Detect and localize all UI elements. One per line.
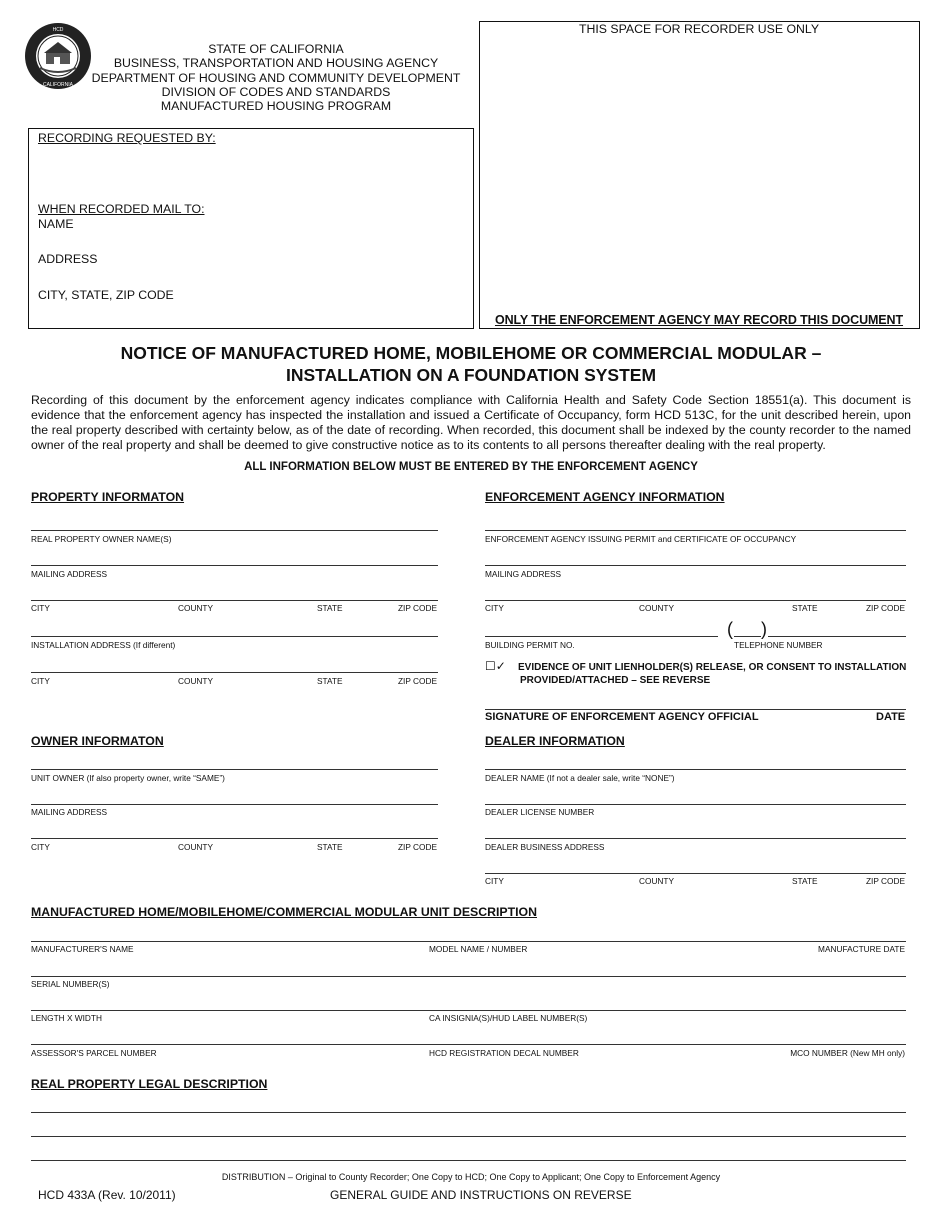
svg-text:CALIFORNIA: CALIFORNIA	[42, 82, 74, 88]
mco-label: MCO NUMBER (New MH only)	[790, 1048, 905, 1058]
length-width-label: LENGTH X WIDTH	[31, 1013, 102, 1023]
enforcement-city-line[interactable]	[485, 600, 906, 601]
enforcement-county-label: COUNTY	[639, 603, 675, 613]
agency-line-bth: BUSINESS, TRANSPORTATION AND HOUSING AGENCY	[113, 56, 439, 71]
enforcement-state-label: STATE	[792, 603, 818, 613]
area-code-line[interactable]	[734, 636, 761, 637]
mail-address-field[interactable]: ADDRESS	[38, 252, 98, 266]
mail-name-field[interactable]: NAME	[38, 217, 74, 231]
intro-paragraph: Recording of this document by the enforcement agency indicates compliance with California Health and Safety Code Section 18551(a). This document is evidence that the enforcement agency has inspected the installation and issued a Certificate of Occupancy, form HCD 513C, for the unit described herein, upon the real property described with certainty below, as of the date of recording. When recorded, this document shall be indexed by the county recorder to the named owner of the real property and shall be deemed to give constructive notice as to its contents to all persons thereafter dealing with the real property.	[31, 393, 911, 452]
recorder-use-box	[479, 21, 920, 329]
evidence-line2: PROVIDED/ATTACHED – SEE REVERSE	[520, 675, 711, 686]
signature-date-label: DATE	[876, 711, 906, 723]
dealer-state-label: STATE	[792, 876, 818, 886]
installation-city-label: CITY	[31, 676, 50, 686]
form-title	[30, 342, 912, 386]
owner-state-label: STATE	[317, 842, 343, 852]
dealer-heading: DEALER INFORMATION	[485, 734, 625, 748]
enforcement-city-label: CITY	[485, 603, 504, 613]
permit-no-line[interactable]	[485, 636, 718, 637]
decal-label: HCD REGISTRATION DECAL NUMBER	[429, 1048, 579, 1058]
mail-city-state-zip-field[interactable]: CITY, STATE, ZIP CODE	[38, 288, 174, 302]
manufacture-date-label: MANUFACTURE DATE	[818, 944, 905, 954]
form-title-line1: NOTICE OF MANUFACTURED HOME, MOBILEHOME OR COMMERCIAL MODULAR –	[120, 343, 822, 363]
dealer-name-line[interactable]	[485, 769, 906, 770]
when-recorded-label: WHEN RECORDED MAIL TO:	[38, 202, 205, 216]
property-state-label: STATE	[317, 603, 343, 613]
serial-label: SERIAL NUMBER(S)	[31, 979, 110, 989]
owner-names-label: REAL PROPERTY OWNER NAME(S)	[31, 534, 172, 544]
recording-requested-label: RECORDING REQUESTED BY:	[38, 131, 216, 145]
signature-label: SIGNATURE OF ENFORCEMENT AGENCY OFFICIAL	[485, 711, 759, 723]
enforcement-agency-label: ENFORCEMENT AGENCY ISSUING PERMIT and CERTIFICATE OF OCCUPANCY	[485, 534, 797, 544]
svg-text:HCD: HCD	[52, 27, 64, 33]
telephone-line[interactable]	[768, 636, 906, 637]
installation-zip-label: ZIP CODE	[397, 676, 437, 686]
property-heading: PROPERTY INFORMATON	[31, 490, 185, 504]
agency-line-state: STATE OF CALIFORNIA	[208, 42, 344, 56]
apn-line[interactable]	[31, 1044, 906, 1045]
insignia-label: CA INSIGNIA(S)/HUD LABEL NUMBER(S)	[429, 1013, 588, 1023]
property-mailing-label: MAILING ADDRESS	[31, 569, 108, 579]
agency-line-department: DEPARTMENT OF HOUSING AND COMMUNITY DEVELOPMENT	[91, 70, 461, 85]
installation-address-line[interactable]	[31, 636, 438, 637]
agency-line-division: DIVISION OF CODES AND STANDARDS	[161, 84, 391, 99]
must-enter-notice: ALL INFORMATION BELOW MUST BE ENTERED BY THE ENFORCEMENT AGENCY	[244, 461, 698, 473]
phone-paren-close: )	[761, 619, 767, 639]
dealer-city-line[interactable]	[485, 873, 906, 874]
enforcement-mailing-label: MAILING ADDRESS	[485, 569, 562, 579]
property-zip-label: ZIP CODE	[397, 603, 437, 613]
dealer-address-label: DEALER BUSINESS ADDRESS	[485, 842, 605, 852]
enforcement-zip-label: ZIP CODE	[865, 603, 905, 613]
length-width-line[interactable]	[31, 1010, 906, 1011]
agency-header	[80, 42, 472, 113]
property-city-label: CITY	[31, 603, 50, 613]
dealer-license-line[interactable]	[485, 804, 906, 805]
legal-line-3[interactable]	[31, 1160, 906, 1161]
enforcement-heading: ENFORCEMENT AGENCY INFORMATION	[485, 490, 725, 504]
legal-description-heading: REAL PROPERTY LEGAL DESCRIPTION	[31, 1077, 268, 1091]
owner-mailing-line[interactable]	[31, 804, 438, 805]
permit-no-label: BUILDING PERMIT NO.	[485, 640, 575, 650]
distribution-note: DISTRIBUTION – Original to County Recorder; One Copy to HCD; One Copy to Applicant; One Copy to Enforcement Agency	[221, 1172, 721, 1182]
phone-paren-open: (	[727, 619, 733, 639]
property-county-label: COUNTY	[178, 603, 214, 613]
owner-heading: OWNER INFORMATON	[31, 734, 164, 748]
form-number: HCD 433A (Rev. 10/2011)	[38, 1188, 176, 1202]
owner-zip-label: ZIP CODE	[397, 842, 437, 852]
apn-label: ASSESSOR'S PARCEL NUMBER	[31, 1048, 157, 1058]
recorder-footer: ONLY THE ENFORCEMENT AGENCY MAY RECORD THIS DOCUMENT	[494, 313, 904, 327]
lienholder-checkbox[interactable]: ☐✓	[485, 659, 506, 673]
manufacturer-line[interactable]	[31, 941, 906, 942]
legal-line-2[interactable]	[31, 1136, 906, 1137]
recorder-heading: THIS SPACE FOR RECORDER USE ONLY	[578, 22, 820, 36]
dealer-license-label: DEALER LICENSE NUMBER	[485, 807, 595, 817]
property-city-line[interactable]	[31, 600, 438, 601]
installation-city-line[interactable]	[31, 672, 438, 673]
owner-mailing-label: MAILING ADDRESS	[31, 807, 108, 817]
manufacturer-label: MANUFACTURER'S NAME	[31, 944, 134, 954]
property-mailing-line[interactable]	[31, 565, 438, 566]
owner-county-label: COUNTY	[178, 842, 214, 852]
unit-owner-line[interactable]	[31, 769, 438, 770]
owner-names-line[interactable]	[31, 530, 438, 531]
enforcement-mailing-line[interactable]	[485, 565, 906, 566]
owner-city-line[interactable]	[31, 838, 438, 839]
dealer-zip-label: ZIP CODE	[865, 876, 905, 886]
dealer-address-line[interactable]	[485, 838, 906, 839]
installation-address-label: INSTALLATION ADDRESS (If different)	[31, 640, 176, 650]
dealer-name-label: DEALER NAME (If not a dealer sale, write “NONE”)	[485, 773, 675, 783]
lienholder-evidence-text	[518, 661, 906, 687]
enforcement-agency-line[interactable]	[485, 530, 906, 531]
evidence-line1: EVIDENCE OF UNIT LIENHOLDER(S) RELEASE, OR CONSENT TO INSTALLATION	[518, 662, 907, 673]
signature-line[interactable]	[485, 709, 906, 710]
model-label: MODEL NAME / NUMBER	[429, 944, 528, 954]
agency-line-program: MANUFACTURED HOUSING PROGRAM	[160, 99, 392, 114]
installation-county-label: COUNTY	[178, 676, 214, 686]
owner-city-label: CITY	[31, 842, 50, 852]
guide-note: GENERAL GUIDE AND INSTRUCTIONS ON REVERSE	[330, 1188, 632, 1202]
dealer-city-label: CITY	[485, 876, 504, 886]
legal-line-1[interactable]	[31, 1112, 906, 1113]
unit-owner-label: UNIT OWNER (If also property owner, write “SAME”)	[31, 773, 225, 783]
unit-description-heading: MANUFACTURED HOME/MOBILEHOME/COMMERCIAL MODULAR UNIT DESCRIPTION	[31, 905, 537, 919]
form-title-line2: INSTALLATION ON A FOUNDATION SYSTEM	[285, 365, 657, 385]
dealer-county-label: COUNTY	[639, 876, 675, 886]
telephone-label: TELEPHONE NUMBER	[734, 640, 823, 650]
serial-line[interactable]	[31, 976, 906, 977]
installation-state-label: STATE	[317, 676, 343, 686]
